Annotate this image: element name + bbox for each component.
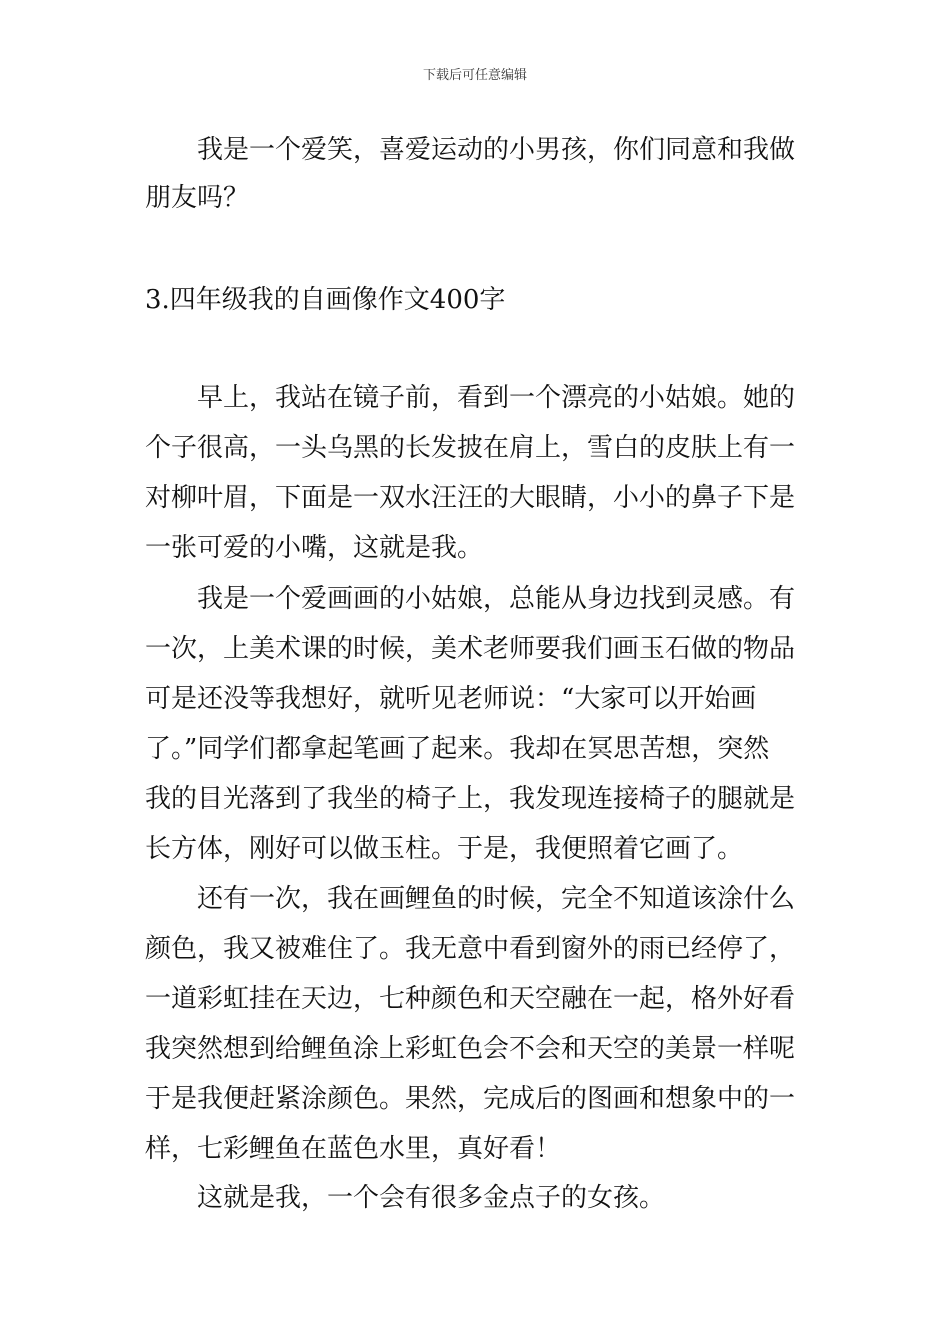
text-line: 这就是我，一个会有很多金点子的女孩。: [145, 1183, 666, 1213]
text-line: 我是一个爱笑，喜爱运动的小男孩，你们同意和我做: [145, 135, 796, 165]
text-line: 一次，上美术课的时候，美术老师要我们画玉石做的物品: [145, 634, 796, 664]
section-heading: 3.四年级我的自画像作文400字: [145, 285, 506, 315]
text-line: 于是我便赶紧涂颜色。果然，完成后的图画和想象中的一: [145, 1084, 796, 1114]
page-header: 下载后可任意编辑: [422, 68, 527, 83]
text-line: 我突然想到给鲤鱼涂上彩虹色会不会和天空的美景一样呢: [145, 1034, 796, 1064]
text-line: 朋友吗？: [145, 183, 250, 213]
text-line: 了。”同学们都拿起笔画了起来。我却在冥思苦想，突然: [145, 734, 770, 764]
text-line: 颜色，我又被难住了。我无意中看到窗外的雨已经停了，: [145, 934, 796, 964]
text-line: 样，七彩鲤鱼在蓝色水里，真好看！: [145, 1134, 562, 1164]
text-line: 一道彩虹挂在天边，七种颜色和天空融在一起，格外好看: [145, 984, 796, 1014]
text-line: 还有一次，我在画鲤鱼的时候，完全不知道该涂什么: [145, 884, 796, 914]
text-line: 一张可爱的小嘴，这就是我。: [145, 533, 484, 563]
text-line: 早上，我站在镜子前，看到一个漂亮的小姑娘。她的: [145, 383, 796, 413]
text-line: 可是还没等我想好，就听见老师说：“大家可以开始画: [145, 684, 757, 714]
text-line: 个子很高，一头乌黑的长发披在肩上，雪白的皮肤上有一: [145, 433, 796, 463]
text-line: 长方体，刚好可以做玉柱。于是，我便照着它画了。: [145, 834, 744, 864]
text-line: 对柳叶眉，下面是一双水汪汪的大眼睛，小小的鼻子下是: [145, 483, 796, 513]
text-line: 我的目光落到了我坐的椅子上，我发现连接椅子的腿就是: [145, 784, 796, 814]
text-line: 我是一个爱画画的小姑娘，总能从身边找到灵感。有: [145, 584, 796, 614]
